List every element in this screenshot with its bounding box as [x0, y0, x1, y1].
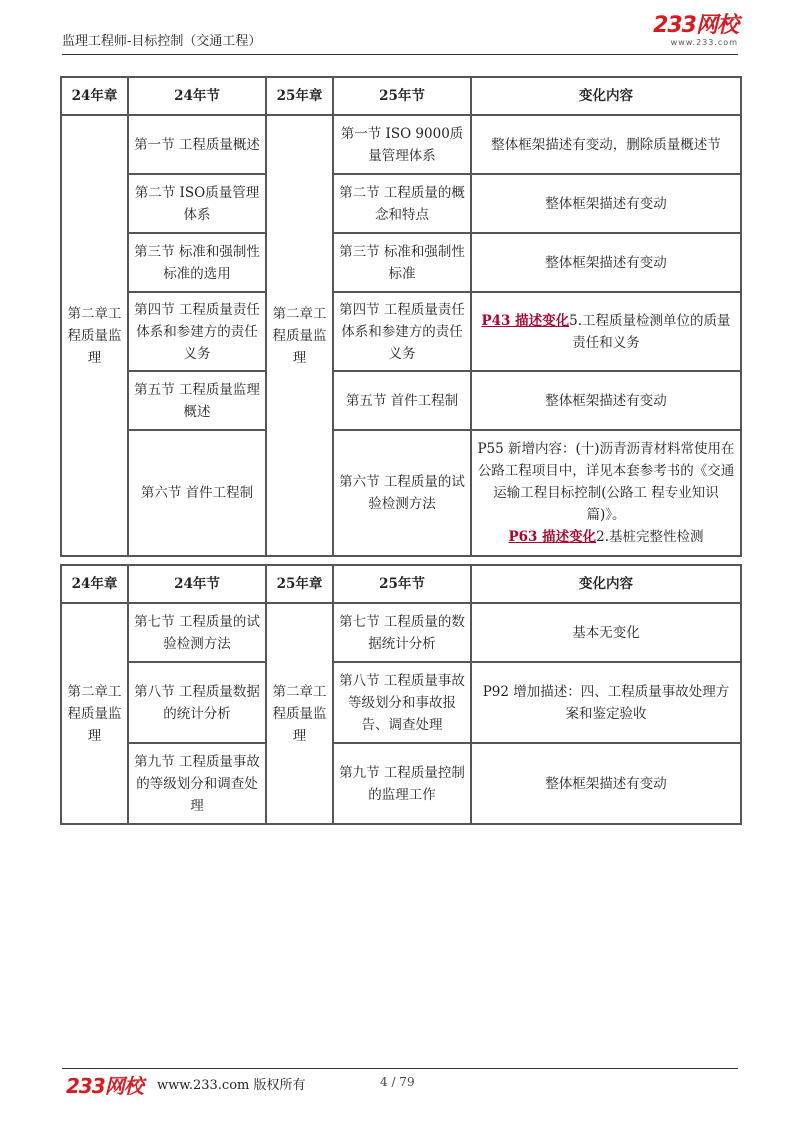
footer-divider — [62, 1068, 738, 1069]
comparison-table-2 — [60, 564, 742, 825]
section24-cell: 第九节 工程质量事故的等级划分和调查处理 — [128, 743, 266, 824]
change-highlight-link[interactable]: P63 描述变化 — [508, 529, 597, 545]
section25-cell: 第九节 工程质量控制的监理工作 — [333, 743, 471, 824]
change-cell — [471, 430, 741, 556]
header-chapter24: 24年章 — [61, 77, 128, 115]
table-header-row — [61, 565, 741, 603]
change-cell: 整体框架描述有变动 — [471, 743, 741, 824]
section25-cell: 第七节 工程质量的数据统计分析 — [333, 603, 471, 662]
section25-cell: 第六节 工程质量的试验检测方法 — [333, 430, 471, 556]
logo-brand-text: 233网校 — [653, 13, 738, 38]
change-text: 2.基桩完整性检测 — [596, 529, 704, 545]
header-section25: 25年节 — [333, 565, 471, 603]
header-divider — [62, 54, 738, 55]
table-row — [61, 430, 741, 556]
section24-cell: 第五节 工程质量监理概述 — [128, 371, 266, 430]
table-row — [61, 743, 741, 824]
section24-cell: 第三节 标准和强制性标准的选用 — [128, 233, 266, 292]
footer-logo: 233网校 — [66, 1074, 143, 1098]
change-pre-text: P55 新增内容：(十)沥青沥青材料常使用在公路工程项目中，详见本套参考书的《交通运输工程目标控制(公路工 程专业知识篇)》。 — [477, 441, 735, 523]
header-chapter25: 25年章 — [266, 565, 333, 603]
header-section25: 25年节 — [333, 77, 471, 115]
change-cell — [471, 292, 741, 371]
section25-cell: 第二节 工程质量的概念和特点 — [333, 174, 471, 233]
comparison-table-1 — [60, 76, 742, 557]
section25-cell: 第一节 ISO 9000质量管理体系 — [333, 115, 471, 174]
section24-cell: 第一节 工程质量概述 — [128, 115, 266, 174]
section24-cell: 第八节 工程质量数据的统计分析 — [128, 662, 266, 743]
change-cell: 整体框架描述有变动 — [471, 174, 741, 233]
section25-cell: 第三节 标准和强制性标准 — [333, 233, 471, 292]
logo-site-text: www.233.com — [670, 38, 738, 47]
table-row — [61, 115, 741, 174]
table-row — [61, 292, 741, 371]
section25-cell: 第四节 工程质量责任体系和参建方的责任义务 — [333, 292, 471, 371]
table-row — [61, 371, 741, 430]
change-cell: 整体框架描述有变动 — [471, 233, 741, 292]
change-cell: 整体框架描述有变动，删除质量概述节 — [471, 115, 741, 174]
header-chapter24: 24年章 — [61, 565, 128, 603]
table-row — [61, 174, 741, 233]
change-cell: 基本无变化 — [471, 603, 741, 662]
table-row — [61, 603, 741, 662]
header-change: 变化内容 — [471, 565, 741, 603]
section24-cell: 第六节 首件工程制 — [128, 430, 266, 556]
section24-cell: 第二节 ISO质量管理体系 — [128, 174, 266, 233]
change-cell: P92 增加描述：四、工程质量事故处理方案和鉴定验收 — [471, 662, 741, 743]
header-section24: 24年节 — [128, 565, 266, 603]
change-cell: 整体框架描述有变动 — [471, 371, 741, 430]
footer-copyright: www.233.com 版权所有 — [157, 1078, 306, 1093]
chapter25-cell: 第二章工程质量监理 — [266, 115, 333, 556]
section24-cell: 第七节 工程质量的试验检测方法 — [128, 603, 266, 662]
header-chapter25: 25年章 — [266, 77, 333, 115]
change-highlight-link[interactable]: P43 描述变化 — [481, 312, 570, 329]
page-number: 4 / 79 — [380, 1075, 415, 1089]
table-row — [61, 662, 741, 743]
chapter25-cell: 第二章工程质量监理 — [266, 603, 333, 824]
table-header-row — [61, 77, 741, 115]
change-text: 5.工程质量检测单位的质量责任和义务 — [569, 312, 731, 351]
brand-logo — [642, 14, 738, 52]
header-section24: 24年节 — [128, 77, 266, 115]
section25-cell: 第八节 工程质量事故等级划分和事故报告、调查处理 — [333, 662, 471, 743]
table-row — [61, 233, 741, 292]
section25-cell: 第五节 首件工程制 — [333, 371, 471, 430]
section24-cell: 第四节 工程质量责任体系和参建方的责任义务 — [128, 292, 266, 371]
chapter24-cell: 第二章工程质量监理 — [61, 603, 128, 824]
page-header-title: 监理工程师-目标控制（交通工程） — [62, 34, 262, 49]
chapter24-cell: 第二章工程质量监理 — [61, 115, 128, 556]
header-change: 变化内容 — [471, 77, 741, 115]
